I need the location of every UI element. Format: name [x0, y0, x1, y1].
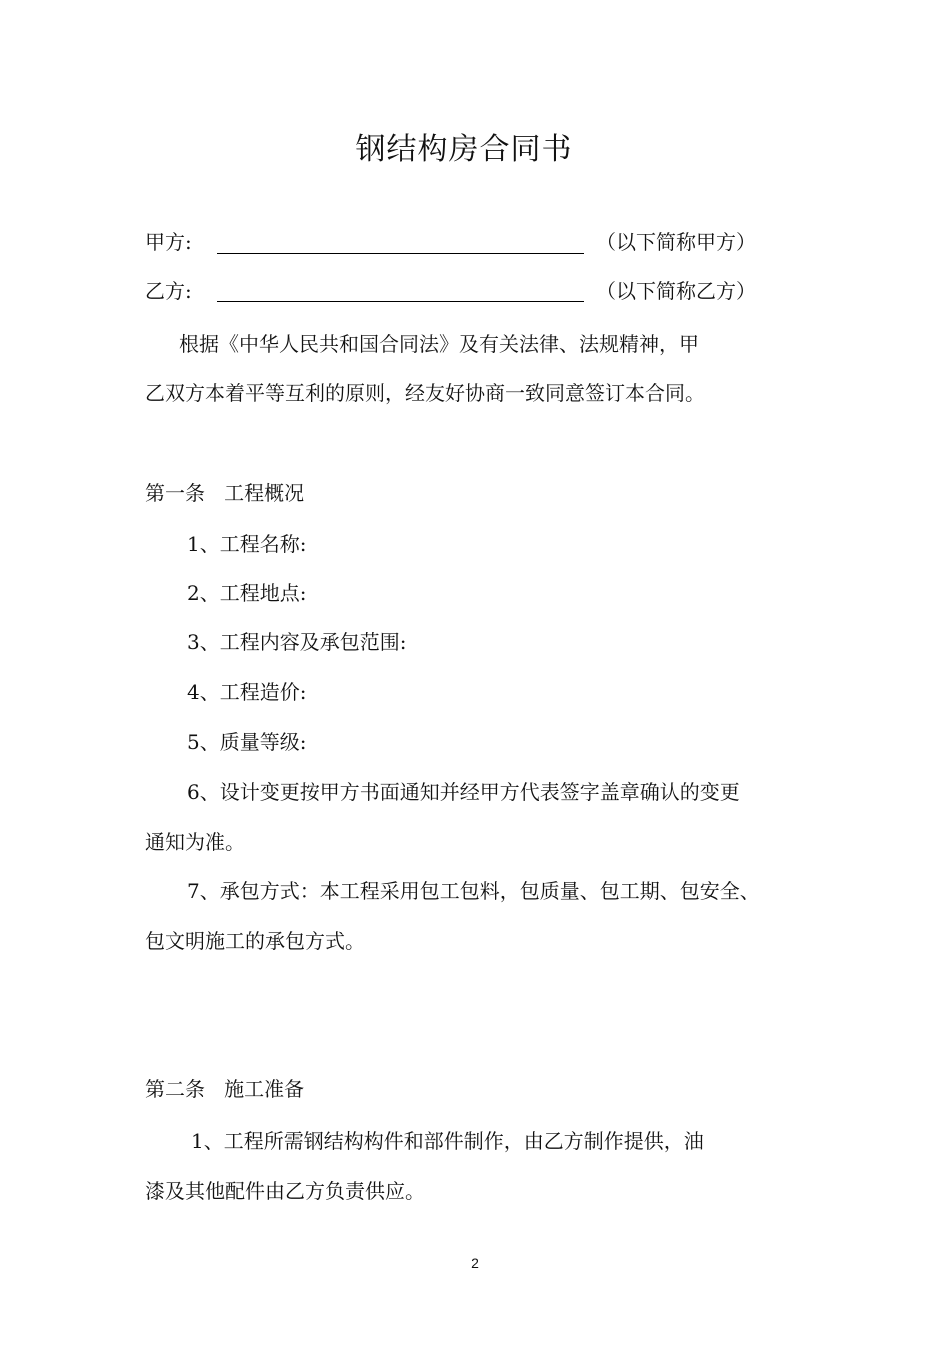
page-number: 2: [471, 1255, 479, 1271]
article-1-item-6-line-2: 通知为准。: [145, 830, 245, 854]
article-1-item-6-line-1: 6、设计变更按甲方书面通知并经甲方代表签字盖章确认的变更: [187, 780, 740, 804]
article-1-item-7-line-1: 7、承包方式：本工程采用包工包料，包质量、包工期、包安全、: [187, 879, 760, 903]
article-2-item-1-line-2: 漆及其他配件由乙方负责供应。: [145, 1179, 425, 1203]
preamble-line-1: 根据《中华人民共和国合同法》及有关法律、法规精神，甲: [179, 332, 699, 356]
party-b-blank-line: [217, 301, 584, 302]
article-1-item-7-line-2: 包文明施工的承包方式。: [145, 929, 365, 953]
article-1-item-2: 2、工程地点:: [187, 581, 307, 605]
party-a-label: 甲方:: [145, 230, 192, 254]
article-1-item-3: 3、工程内容及承包范围:: [187, 630, 407, 654]
article-1-item-1: 1、工程名称:: [187, 532, 307, 556]
article-1-item-5: 5、质量等级:: [187, 730, 307, 754]
preamble-line-2: 乙双方本着平等互利的原则，经友好协商一致同意签订本合同。: [145, 381, 705, 405]
article-1-heading: 第一条 工程概况: [145, 481, 305, 505]
article-2-item-1-line-1: 1、工程所需钢结构构件和部件制作，由乙方制作提供，油: [191, 1129, 704, 1153]
party-a-note: （以下简称甲方）: [596, 230, 756, 254]
party-b-label: 乙方:: [145, 279, 192, 303]
party-b-note: （以下简称乙方）: [596, 279, 756, 303]
party-a-blank-line: [217, 253, 584, 254]
document-title: 钢结构房合同书: [355, 132, 573, 167]
article-2-heading: 第二条 施工准备: [145, 1077, 305, 1101]
article-1-item-4: 4、工程造价:: [187, 680, 307, 704]
